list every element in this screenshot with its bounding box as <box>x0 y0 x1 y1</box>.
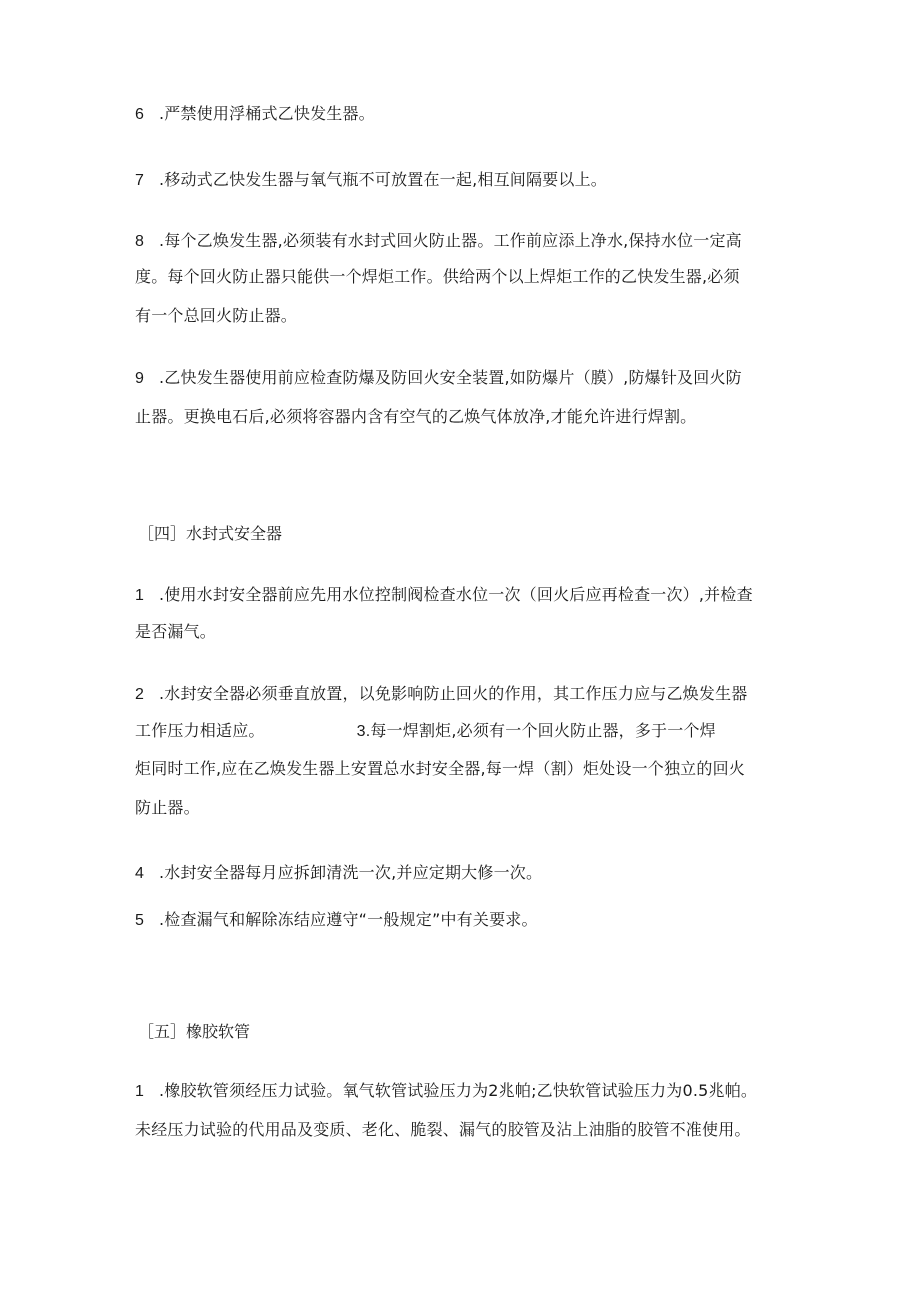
item-number: 1 <box>135 587 145 604</box>
s4-item-1-line-2: 是否漏气。 <box>135 622 217 641</box>
item-9-line-2: 止器。更换电石后,必须将容器内含有空气的乙焕气体放净,才能允许进行焊割。 <box>135 407 697 426</box>
item-text: .使用水封安全器前应先用水位控制阀检查水位一次（回火后应再检查一次）,并检查 <box>159 585 753 604</box>
item-number: 9 <box>135 370 145 387</box>
item-8-line-3: 有一个总回火防止器。 <box>135 306 298 325</box>
s4-item-1-line-1 <box>135 585 753 606</box>
item-3-text: 每一焊割炬,必须有一个回火防止器，多于一个焊 <box>370 721 716 740</box>
item-8-line-2: 度。每个回火防止器只能供一个焊炬工作。供给两个以上焊炬工作的乙快发生器,必须 <box>135 267 740 286</box>
item-9-line-1 <box>135 368 742 389</box>
item-number: 6 <box>135 106 145 123</box>
item-text: .移动式乙快发生器与氧气瓶不可放置在一起,相互间隔要以上。 <box>159 170 607 189</box>
item-text: .水封安全器每月应拆卸清洗一次,并应定期大修一次。 <box>159 863 543 882</box>
item-text: .检查漏气和解除冻结应遵守“一般规定”中有关要求。 <box>159 910 538 929</box>
item-number: 5 <box>135 912 145 929</box>
s4-item-3-line-3: 防止器。 <box>135 798 200 817</box>
item-number: 4 <box>135 865 145 882</box>
item-text: .乙快发生器使用前应检查防爆及防回火安全装置,如防爆片（膜）,防爆针及回火防 <box>159 368 742 387</box>
item-7-line-1 <box>135 170 607 191</box>
item-text: .水封安全器必须垂直放置，以免影响防止回火的作用，其工作压力应与乙焕发生器 <box>159 684 748 703</box>
section-four-heading: ［四］水封式安全器 <box>138 524 283 543</box>
item-8-line-1 <box>135 231 742 252</box>
section-five-heading: ［五］橡胶软管 <box>138 1022 251 1041</box>
item-text: .严禁使用浮桶式乙快发生器。 <box>159 104 375 123</box>
s5-item-1-line-1 <box>135 1081 757 1102</box>
item-text: .每个乙焕发生器,必须装有水封式回火防止器。工作前应添上净水,保持水位一定高 <box>159 231 742 250</box>
item-3-number: 3. <box>356 723 371 740</box>
s5-item-1-line-2: 未经压力试验的代用品及变质、老化、脆裂、漏气的胶管及沾上油脂的胶管不准使用。 <box>135 1120 751 1139</box>
item-6-line-1 <box>135 104 375 125</box>
item-number: 2 <box>135 686 145 703</box>
s4-item-5-line-1 <box>135 910 538 931</box>
s4-item-2-line-1 <box>135 684 748 705</box>
item-text: 工作压力相适应。 <box>135 721 265 740</box>
item-number: 7 <box>135 172 145 189</box>
item-text: .橡胶软管须经压力试验。氧气软管试验压力为2兆帕;乙快软管试验压力为0.5兆帕。 <box>159 1081 758 1100</box>
item-number: 8 <box>135 233 145 250</box>
item-number: 1 <box>135 1083 145 1100</box>
s4-item-3-line-2: 炬同时工作,应在乙焕发生器上安置总水封安全器,每一焊（割）炬处设一个独立的回火 <box>135 759 745 778</box>
s4-item-2-line-2 <box>135 721 716 742</box>
s4-item-4-line-1 <box>135 863 542 884</box>
